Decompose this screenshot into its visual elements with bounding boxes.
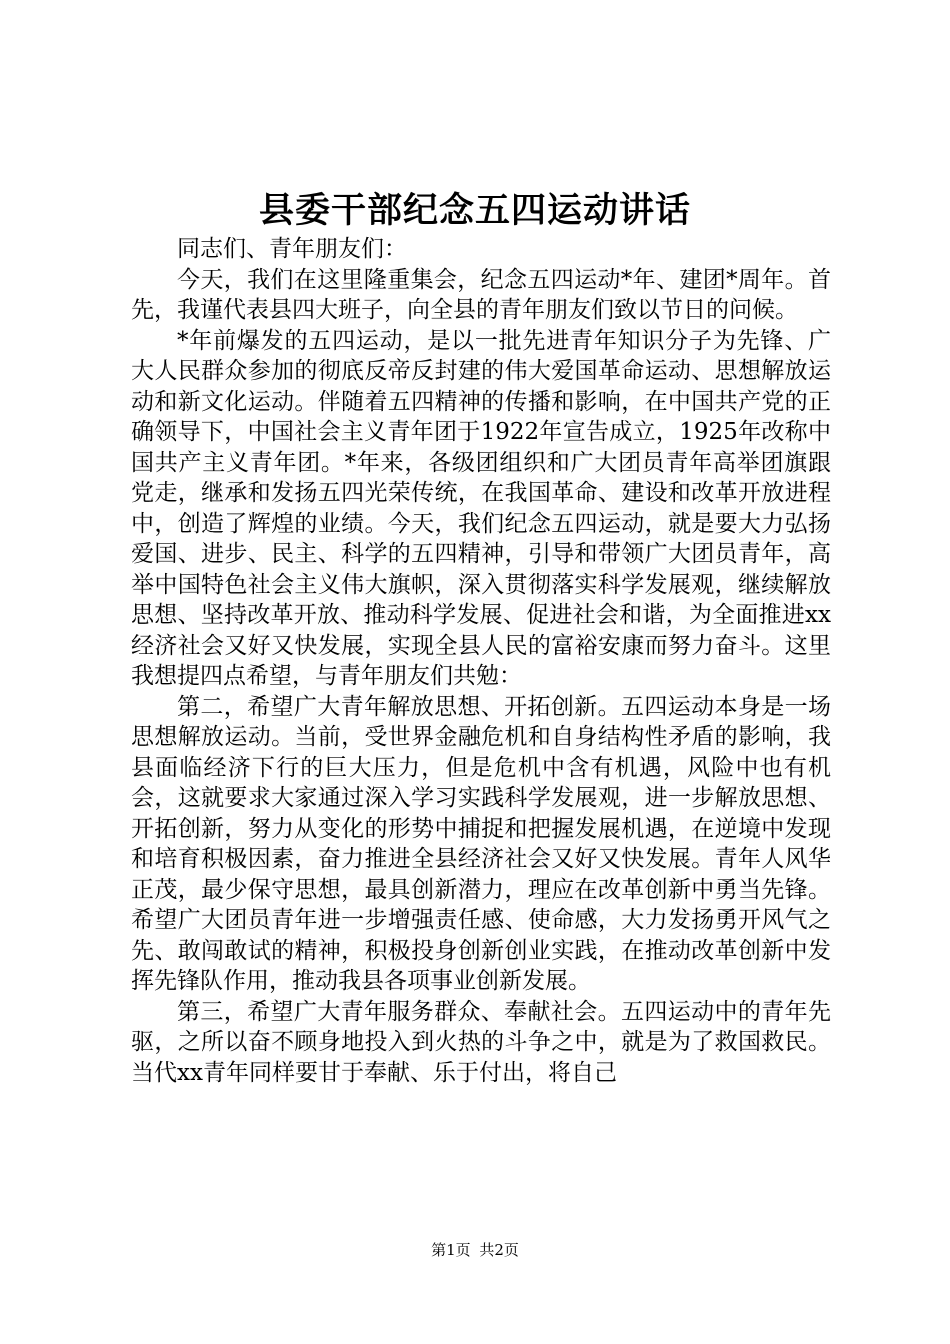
paragraph-third-hope: 第三，希望广大青年服务群众、奉献社会。五四运动中的青年先驱，之所以奋不顾身地投入到火热的斗争之中，就是为了救国救民。当代xx青年同样要甘于奉献、乐于付出，将自己: [131, 998, 831, 1086]
paragraph-second-hope: 第二，希望广大青年解放思想、开拓创新。五四运动本身是一场思想解放运动。当前，受世界金融危机和自身结构性矛盾的影响，我县面临经济下行的巨大压力，但是危机中含有机遇，风险中也有机会，这就要求大家通过深入学习实践科学发展观，进一步解放思想、开拓创新，努力从变化的形势中捕捉和把握发展机遇，在逆境中发现和培育积极因素，奋力推进全县经济社会又好又快发展。青年人风华正茂，最少保守思想，最具创新潜力，理应在改革创新中勇当先锋。希望广大团员青年进一步增强责任感、使命感，大力发扬勇开风气之先、敢闯敢试的精神，积极投身创新创业实践，在推动改革创新中发挥先锋队作用，推动我县各项事业创新发展。: [131, 693, 831, 994]
document-title: 县委干部纪念五四运动讲话: [258, 190, 691, 231]
document-body: [131, 234, 831, 1088]
paragraph-salutation: 同志们、青年朋友们：: [177, 236, 407, 262]
page-total: 共2页: [479, 1241, 519, 1259]
page-number: 第1页: [431, 1241, 471, 1259]
paragraph-opening: 今天，我们在这里隆重集会，纪念五四运动*年、建团*周年。首先，我谨代表县四大班子，向全县的青年朋友们致以节日的问候。: [131, 266, 831, 323]
page-footer: [0, 1240, 950, 1260]
paragraph-history: *年前爆发的五四运动，是以一批先进青年知识分子为先锋、广大人民群众参加的彻底反帝反封建的伟大爱国革命运动、思想解放运动和新文化运动。伴随着五四精神的传播和影响，在中国共产党的正确领导下，中国社会主义青年团于1922年宣告成立，1925年改称中国共产主义青年团。*年来，各级团组织和广大团员青年高举团旗跟党走，继承和发扬五四光荣传统，在我国革命、建设和改革开放进程中，创造了辉煌的业绩。今天，我们纪念五四运动，就是要大力弘扬爱国、进步、民主、科学的五四精神，引导和带领广大团员青年，高举中国特色社会主义伟大旗帜，深入贯彻落实科学发展观，继续解放思想、坚持改革开放、推动科学发展、促进社会和谐，为全面推进xx经济社会又好又快发展，实现全县人民的富裕安康而努力奋斗。这里我想提四点希望，与青年朋友们共勉：: [131, 327, 831, 689]
